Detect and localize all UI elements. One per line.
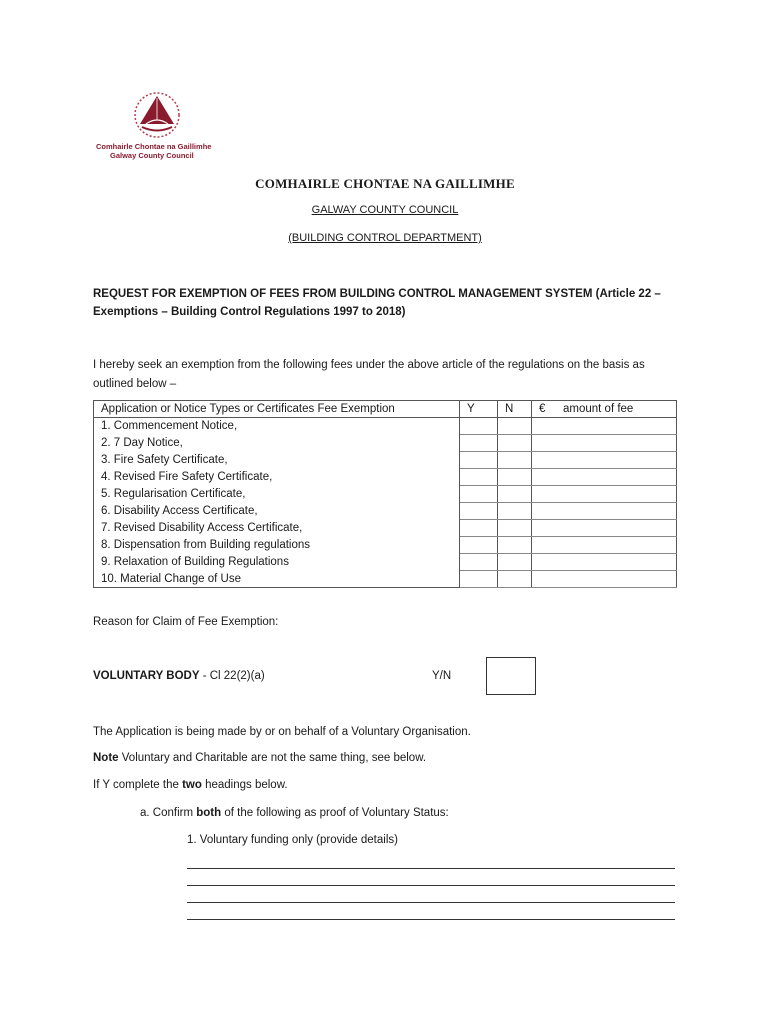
voluntary-body-clause: - Cl 22(2)(a): [199, 670, 265, 682]
amount-cell[interactable]: [532, 469, 677, 486]
y-cell[interactable]: [460, 571, 498, 588]
table-row: [94, 418, 677, 435]
table-row: [94, 554, 677, 571]
table-row: [94, 469, 677, 486]
details-lines[interactable]: [187, 852, 675, 920]
amount-cell[interactable]: [532, 554, 677, 571]
amount-cell[interactable]: [532, 418, 677, 435]
y-cell[interactable]: [460, 469, 498, 486]
document-title: COMHAIRLE CHONTAE NA GAILLIMHE: [255, 176, 515, 191]
voluntary-statement: The Application is being made by or on behalf of a Voluntary Organisation.: [93, 726, 471, 738]
table-row: [94, 452, 677, 469]
y-cell[interactable]: [460, 418, 498, 435]
n-cell[interactable]: [498, 452, 532, 469]
form-heading: REQUEST FOR EXEMPTION OF FEES FROM BUILDING CONTROL MANAGEMENT SYSTEM (Article 22 – Exemptions – Building Control Regulations 1997 to 2018): [93, 288, 661, 318]
y-cell[interactable]: [460, 537, 498, 554]
n-cell[interactable]: [498, 554, 532, 571]
council-logo: [96, 90, 226, 170]
note-paragraph: [93, 752, 426, 764]
n-cell[interactable]: [498, 435, 532, 452]
n-cell[interactable]: [498, 418, 532, 435]
council-crest-icon: [132, 90, 182, 140]
details-line[interactable]: [187, 903, 675, 920]
header-amount-label: amount of fee: [563, 403, 634, 415]
note-bold: Note: [93, 752, 119, 764]
if-y-pre: If Y complete the: [93, 779, 183, 791]
amount-cell[interactable]: [532, 520, 677, 537]
details-line[interactable]: [187, 869, 675, 886]
details-line[interactable]: [187, 886, 675, 903]
if-y-post: headings below.: [201, 779, 288, 791]
table-row: [94, 520, 677, 537]
table-row: [94, 503, 677, 520]
note-text: Voluntary and Charitable are not the same thing, see below.: [118, 752, 427, 764]
n-cell[interactable]: [498, 469, 532, 486]
voluntary-body-label: [93, 670, 265, 682]
department-subtitle: (BUILDING CONTROL DEPARTMENT): [288, 232, 482, 244]
table-row: [94, 435, 677, 452]
n-cell[interactable]: [498, 503, 532, 520]
table-row: [94, 537, 677, 554]
item-1: 1. Voluntary funding only (provide details): [187, 834, 398, 846]
row-label: 1. Commencement Notice,: [94, 418, 460, 435]
council-subtitle: GALWAY COUNTY COUNCIL: [311, 204, 459, 216]
y-cell[interactable]: [460, 452, 498, 469]
item-a: [140, 807, 449, 819]
amount-cell[interactable]: [532, 435, 677, 452]
amount-cell[interactable]: [532, 537, 677, 554]
logo-english-name: Galway County Council: [110, 151, 194, 160]
table-row: [94, 486, 677, 503]
n-cell[interactable]: [498, 520, 532, 537]
row-label: 10. Material Change of Use: [94, 571, 460, 588]
voluntary-body-bold: VOLUNTARY BODY: [93, 670, 200, 682]
table-row: [94, 571, 677, 588]
item-a-bold: both: [196, 807, 222, 819]
header-n: N: [498, 401, 532, 418]
header-type: Application or Notice Types or Certificates Fee Exemption: [94, 401, 460, 418]
y-cell[interactable]: [460, 503, 498, 520]
item-a-post: of the following as proof of Voluntary Status:: [221, 807, 449, 819]
amount-cell[interactable]: [532, 486, 677, 503]
fee-exemption-table: [93, 400, 677, 588]
y-cell[interactable]: [460, 486, 498, 503]
n-cell[interactable]: [498, 537, 532, 554]
n-cell[interactable]: [498, 486, 532, 503]
table-header-row: [94, 401, 677, 418]
row-label: 7. Revised Disability Access Certificate,: [94, 520, 460, 537]
row-label: 4. Revised Fire Safety Certificate,: [94, 469, 460, 486]
if-y-bold: two: [182, 779, 202, 791]
details-line[interactable]: [187, 852, 675, 869]
row-label: 3. Fire Safety Certificate,: [94, 452, 460, 469]
amount-cell[interactable]: [532, 503, 677, 520]
header-amount: [532, 401, 677, 418]
voluntary-yn-box[interactable]: [486, 657, 536, 695]
header-y: Y: [460, 401, 498, 418]
amount-cell[interactable]: [532, 452, 677, 469]
y-cell[interactable]: [460, 520, 498, 537]
y-cell[interactable]: [460, 554, 498, 571]
logo-irish-name: Comhairle Chontae na Gaillimhe: [96, 142, 212, 151]
row-label: 6. Disability Access Certificate,: [94, 503, 460, 520]
reason-label: Reason for Claim of Fee Exemption:: [93, 616, 279, 628]
amount-cell[interactable]: [532, 571, 677, 588]
intro-paragraph: I hereby seek an exemption from the following fees under the above article of the regulations on the basis as outlined below –: [93, 359, 645, 390]
row-label: 2. 7 Day Notice,: [94, 435, 460, 452]
if-y-paragraph: [93, 779, 288, 791]
row-label: 9. Relaxation of Building Regulations: [94, 554, 460, 571]
yn-label: Y/N: [432, 670, 452, 682]
row-label: 8. Dispensation from Building regulations: [94, 537, 460, 554]
item-a-pre: a. Confirm: [140, 807, 197, 819]
header-currency: €: [539, 403, 546, 415]
row-label: 5. Regularisation Certificate,: [94, 486, 460, 503]
y-cell[interactable]: [460, 435, 498, 452]
n-cell[interactable]: [498, 571, 532, 588]
